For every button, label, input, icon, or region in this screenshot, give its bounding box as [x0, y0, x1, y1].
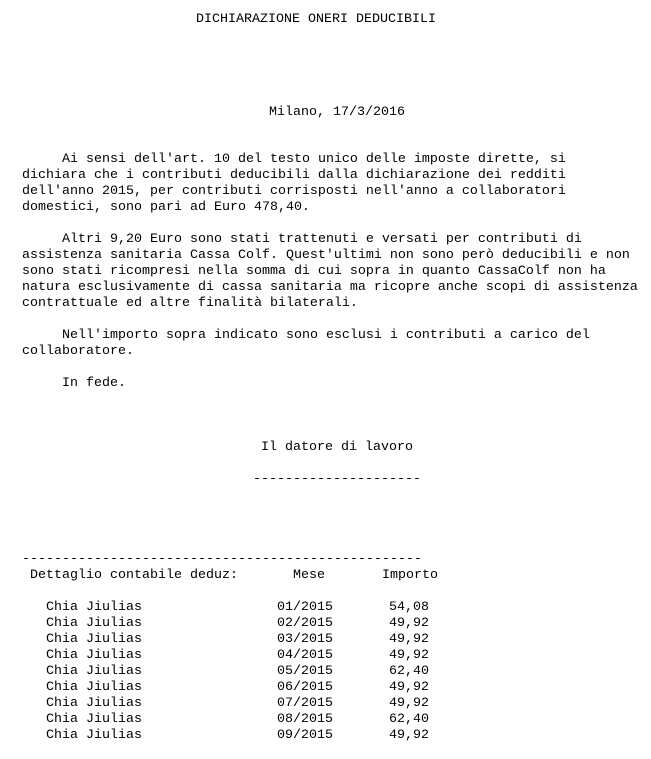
header-month: Mese: [293, 568, 325, 583]
document-title: DICHIARAZIONE ONERI DEDUCIBILI: [196, 12, 436, 27]
text-line: Ai sensi dell'art. 10 del testo unico delle imposte dirette, si: [62, 152, 566, 167]
row-month: 01/2015: [277, 600, 333, 615]
header-amount: Importo: [382, 568, 438, 583]
header-detail: Dettaglio contabile deduz:: [30, 568, 238, 583]
row-amount: 62,40: [389, 712, 429, 727]
row-month: 07/2015: [277, 696, 333, 711]
text-line: dell'anno 2015, per contributi corrisposti nell'anno a collaboratori: [22, 184, 566, 199]
row-month: 02/2015: [277, 616, 333, 631]
row-name: Chia Jiulias: [46, 648, 142, 663]
row-name: Chia Jiulias: [46, 680, 142, 695]
table-rule: --------------------------------------------------: [22, 552, 422, 567]
signature-line: ---------------------: [253, 472, 421, 487]
row-name: Chia Jiulias: [46, 712, 142, 727]
row-name: Chia Jiulias: [46, 600, 142, 615]
closing: In fede.: [62, 376, 126, 391]
text-line: collaboratore.: [22, 344, 134, 359]
text-line: sono stati ricompresi nella somma di cui sopra in quanto CassaColf non ha: [22, 264, 606, 279]
text-line: assistenza sanitaria Cassa Colf. Quest'ultimi non sono però deducibili e non: [22, 248, 630, 263]
row-month: 09/2015: [277, 728, 333, 743]
row-month: 05/2015: [277, 664, 333, 679]
row-month: 08/2015: [277, 712, 333, 727]
text-line: contrattuale ed altre finalità bilaterali.: [22, 296, 358, 311]
place-date: Milano, 17/3/2016: [269, 105, 405, 120]
row-month: 06/2015: [277, 680, 333, 695]
text-line: domestici, sono pari ad Euro 478,40.: [22, 200, 310, 215]
row-amount: 49,92: [389, 680, 429, 695]
row-name: Chia Jiulias: [46, 632, 142, 647]
row-name: Chia Jiulias: [46, 616, 142, 631]
text-line: natura esclusivamente di cassa sanitaria ma ricopre anche scopi di assistenza: [22, 280, 638, 295]
row-amount: 54,08: [389, 600, 429, 615]
text-line: dichiara che i contributi deducibili dalla dichiarazione dei redditi: [22, 168, 566, 183]
row-name: Chia Jiulias: [46, 696, 142, 711]
row-amount: 49,92: [389, 648, 429, 663]
row-amount: 49,92: [389, 632, 429, 647]
row-amount: 49,92: [389, 696, 429, 711]
signature-label: Il datore di lavoro: [261, 440, 413, 455]
row-amount: 49,92: [389, 728, 429, 743]
row-amount: 49,92: [389, 616, 429, 631]
row-month: 04/2015: [277, 648, 333, 663]
row-month: 03/2015: [277, 632, 333, 647]
row-amount: 62,40: [389, 664, 429, 679]
text-line: Nell'importo sopra indicato sono esclusi i contributi a carico del: [62, 328, 590, 343]
text-line: Altri 9,20 Euro sono stati trattenuti e versati per contributi di: [62, 232, 582, 247]
row-name: Chia Jiulias: [46, 728, 142, 743]
row-name: Chia Jiulias: [46, 664, 142, 679]
